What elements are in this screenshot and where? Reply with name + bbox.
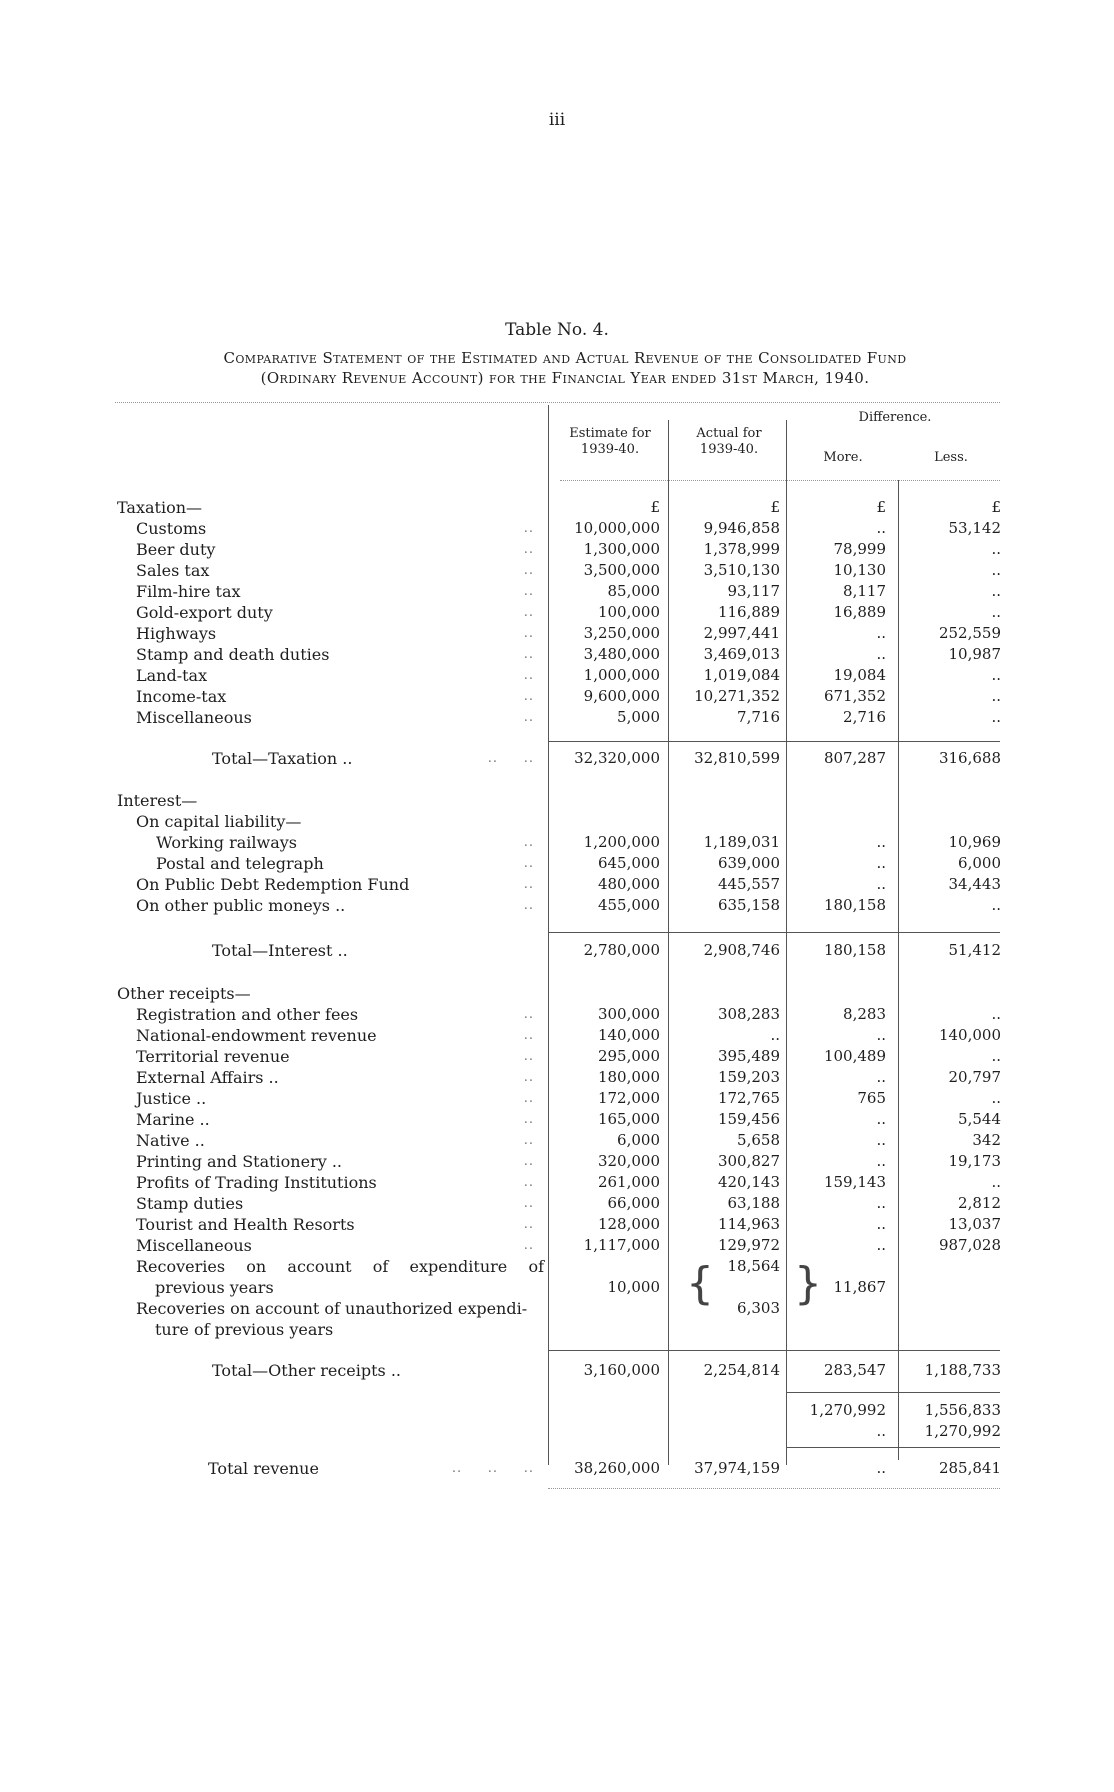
header-bottom-rule — [560, 480, 1000, 481]
pound-sign: £ — [876, 498, 886, 516]
estimate-cell: 6,000 — [617, 1131, 660, 1149]
less-cell: 10,987 — [948, 645, 1001, 663]
caption-line-1: Comparative Statement of the Estimated and Actual Revenue of the Consolidated Fund — [223, 349, 907, 367]
row-label: Highways — [136, 624, 217, 643]
header-difference: Difference. — [858, 410, 932, 425]
dot-leaders: .. — [523, 1154, 534, 1169]
less-cell: .. — [991, 1173, 1001, 1191]
less-cell: 987,028 — [938, 1236, 1001, 1254]
actual-cell: 445,557 — [717, 875, 780, 893]
header-more: More. — [823, 450, 863, 465]
dot-leaders: .. — [523, 668, 534, 683]
actual-cell: 172,765 — [717, 1089, 780, 1107]
table-row — [0, 686, 1114, 707]
total-taxation-more: 807,287 — [823, 749, 886, 767]
row-label: Beer duty — [136, 540, 216, 559]
other-subtotal-rule — [548, 1350, 1000, 1351]
less-cell: 6,000 — [958, 854, 1001, 872]
table-title: Table No. 4. — [505, 320, 609, 340]
recoveries-row-2 — [0, 1277, 1114, 1298]
more-cell: .. — [876, 1110, 886, 1128]
dot-leaders: .. — [523, 1112, 534, 1127]
table-row — [0, 665, 1114, 686]
less-cell: .. — [991, 603, 1001, 621]
dot-leaders: .. — [523, 1007, 534, 1022]
estimate-cell: 85,000 — [607, 582, 660, 600]
estimate-cell: 300,000 — [597, 1005, 660, 1023]
dot-leaders: .. — [523, 1028, 534, 1043]
estimate-cell: 1,200,000 — [583, 833, 660, 851]
total-taxation-actual: 32,810,599 — [694, 749, 780, 767]
more-cell: .. — [876, 833, 886, 851]
estimate-cell: 66,000 — [607, 1194, 660, 1212]
total-taxation-estimate: 32,320,000 — [574, 749, 660, 767]
actual-cell: 2,997,441 — [703, 624, 780, 642]
actual-cell: 129,972 — [717, 1236, 780, 1254]
row-label: Justice .. — [136, 1089, 207, 1108]
dot-leaders: .. — [523, 877, 534, 892]
more-cell: .. — [876, 1152, 886, 1170]
table-row — [0, 895, 1114, 916]
total-taxation-label: Total—Taxation .. — [212, 749, 353, 768]
actual-cell: 1,189,031 — [703, 833, 780, 851]
total-other-actual: 2,254,814 — [703, 1361, 780, 1379]
less-cell: .. — [991, 561, 1001, 579]
table-row — [0, 1004, 1114, 1025]
total-interest-estimate: 2,780,000 — [583, 941, 660, 959]
less-cell: .. — [991, 1047, 1001, 1065]
pound-sign: £ — [991, 498, 1001, 516]
table-row — [0, 1172, 1114, 1193]
less-cell: .. — [991, 896, 1001, 914]
estimate-cell: 455,000 — [597, 896, 660, 914]
more-cell: 19,084 — [833, 666, 886, 684]
more-cell: .. — [876, 1131, 886, 1149]
dot-leaders: .. — [523, 856, 534, 871]
table-row — [0, 1046, 1114, 1067]
total-interest-label: Total—Interest .. — [212, 941, 348, 960]
row-label: Postal and telegraph — [156, 854, 324, 873]
estimate-cell: 140,000 — [597, 1026, 660, 1044]
dot-leaders: .. — [523, 1175, 534, 1190]
estimate-cell: 3,500,000 — [583, 561, 660, 579]
table-row — [0, 1151, 1114, 1172]
subtotal-less: 1,556,833 — [924, 1401, 1001, 1419]
more-cell: 8,283 — [843, 1005, 886, 1023]
actual-cell: 308,283 — [717, 1005, 780, 1023]
dot-leaders: .. .. .. — [451, 1461, 534, 1476]
less-cell: 342 — [972, 1131, 1001, 1149]
table-row — [0, 1025, 1114, 1046]
more-cell: 2,716 — [843, 708, 886, 726]
actual-cell: 159,456 — [717, 1110, 780, 1128]
less-cell: 34,443 — [948, 875, 1001, 893]
row-label: External Affairs .. — [136, 1068, 279, 1087]
estimate-cell: 645,000 — [597, 854, 660, 872]
less-cell: 19,173 — [948, 1152, 1001, 1170]
estimate-cell: 9,600,000 — [583, 687, 660, 705]
row-label: Sales tax — [136, 561, 210, 580]
recoveries-actual-2: 6,303 — [737, 1299, 780, 1317]
header-estimate-label: Estimate for — [569, 426, 651, 441]
recoveries-estimate: 10,000 — [607, 1278, 660, 1296]
row-label: Registration and other fees — [136, 1005, 359, 1024]
row-label: Customs — [136, 519, 207, 538]
table-row — [0, 1067, 1114, 1088]
less-cell: 20,797 — [948, 1068, 1001, 1086]
less-cell: .. — [991, 540, 1001, 558]
less-cell: 140,000 — [938, 1026, 1001, 1044]
total-other-more: 283,547 — [823, 1361, 886, 1379]
estimate-cell: 100,000 — [597, 603, 660, 621]
dot-leaders: .. — [523, 647, 534, 662]
less-cell: .. — [991, 1089, 1001, 1107]
table-row — [0, 1109, 1114, 1130]
estimate-cell: 128,000 — [597, 1215, 660, 1233]
less-cell: 252,559 — [938, 624, 1001, 642]
total-other-label: Total—Other receipts .. — [212, 1361, 402, 1380]
less-cell: .. — [991, 708, 1001, 726]
total-revenue-more: .. — [876, 1459, 886, 1477]
estimate-cell: 165,000 — [597, 1110, 660, 1128]
row-label: Income-tax — [136, 687, 227, 706]
table-row — [0, 1088, 1114, 1109]
row-label: Profits of Trading Institutions — [136, 1173, 377, 1192]
dot-leaders: .. .. — [487, 751, 534, 766]
less-cell: 13,037 — [948, 1215, 1001, 1233]
table-row — [0, 602, 1114, 623]
more-cell: .. — [876, 1068, 886, 1086]
less-cell: .. — [991, 687, 1001, 705]
header-actual-label: Actual for — [696, 426, 762, 441]
header-actual-year: 1939-40. — [699, 442, 759, 457]
more-cell: .. — [876, 519, 886, 537]
total-revenue-estimate: 38,260,000 — [574, 1459, 660, 1477]
section-interest-row — [0, 790, 1114, 811]
dot-leaders: .. — [523, 521, 534, 536]
pound-sign: £ — [650, 498, 660, 516]
subtotal-more-dots: .. — [876, 1422, 886, 1440]
more-cell: 159,143 — [823, 1173, 886, 1191]
actual-cell: 3,510,130 — [703, 561, 780, 579]
table-row — [0, 518, 1114, 539]
table-caption — [115, 348, 1015, 388]
table-row — [0, 874, 1114, 895]
dot-leaders: .. — [523, 563, 534, 578]
recoveries-label-1a: Recoveries on account of expenditure of — [136, 1257, 544, 1276]
table-row — [0, 832, 1114, 853]
dot-leaders: .. — [523, 710, 534, 725]
dot-leaders: .. — [523, 689, 534, 704]
dot-leaders: .. — [523, 1049, 534, 1064]
row-label: Marine .. — [136, 1110, 210, 1129]
actual-cell: 116,889 — [717, 603, 780, 621]
row-label: Film-hire tax — [136, 582, 241, 601]
row-label: Stamp and death duties — [136, 645, 330, 664]
row-label: Land-tax — [136, 666, 208, 685]
row-label: On other public moneys .. — [136, 896, 346, 915]
table-row — [0, 644, 1114, 665]
more-cell: .. — [876, 1215, 886, 1233]
pound-sign: £ — [770, 498, 780, 516]
estimate-cell: 1,000,000 — [583, 666, 660, 684]
recoveries-label-2b: ture of previous years — [155, 1320, 334, 1339]
more-cell: 10,130 — [833, 561, 886, 579]
recoveries-label-2a: Recoveries on account of unauthorized expendi- — [136, 1299, 528, 1318]
dot-leaders: .. — [523, 1091, 534, 1106]
dot-leaders: .. — [523, 1196, 534, 1211]
dot-leaders: .. — [523, 1070, 534, 1085]
table-row — [0, 560, 1114, 581]
table-row — [0, 623, 1114, 644]
more-cell: .. — [876, 645, 886, 663]
estimate-cell: 10,000,000 — [574, 519, 660, 537]
table-row — [0, 539, 1114, 560]
estimate-cell: 180,000 — [597, 1068, 660, 1086]
difference-subtotal-row — [0, 1400, 1114, 1421]
row-label: Working railways — [156, 833, 297, 852]
section-taxation-row — [0, 497, 1114, 518]
table-row — [0, 1193, 1114, 1214]
row-label: Printing and Stationery .. — [136, 1152, 343, 1171]
header-estimate-year: 1939-40. — [580, 442, 640, 457]
table-row — [0, 581, 1114, 602]
dot-leaders: .. — [523, 835, 534, 850]
more-cell: 78,999 — [833, 540, 886, 558]
actual-cell: 63,188 — [727, 1194, 780, 1212]
estimate-cell: 1,117,000 — [583, 1236, 660, 1254]
row-label: Miscellaneous — [136, 1236, 252, 1255]
dot-leaders: .. — [523, 542, 534, 557]
estimate-cell: 261,000 — [597, 1173, 660, 1191]
actual-cell: 10,271,352 — [694, 687, 780, 705]
total-interest-row — [0, 940, 1114, 961]
row-label: National-endowment revenue — [136, 1026, 377, 1045]
actual-cell: 9,946,858 — [703, 519, 780, 537]
actual-cell: 159,203 — [717, 1068, 780, 1086]
estimate-cell: 172,000 — [597, 1089, 660, 1107]
table-row — [0, 853, 1114, 874]
total-interest-more: 180,158 — [823, 941, 886, 959]
less-cell: 10,969 — [948, 833, 1001, 851]
total-other-row — [0, 1360, 1114, 1381]
total-other-less: 1,188,733 — [924, 1361, 1001, 1379]
row-label: Native .. — [136, 1131, 205, 1150]
table-row — [0, 1235, 1114, 1256]
actual-cell: 93,117 — [727, 582, 780, 600]
total-interest-actual: 2,908,746 — [703, 941, 780, 959]
header-top-rule — [115, 402, 1000, 403]
more-cell: 8,117 — [843, 582, 886, 600]
estimate-cell: 3,480,000 — [583, 645, 660, 663]
section-other-row — [0, 983, 1114, 1004]
bottom-rule — [548, 1488, 1000, 1489]
less-cell: 5,544 — [958, 1110, 1001, 1128]
section-capital: On capital liability— — [136, 812, 302, 831]
total-interest-less: 51,412 — [948, 941, 1001, 959]
table-row — [0, 1214, 1114, 1235]
page-number: iii — [548, 110, 566, 130]
less-cell: 2,812 — [958, 1194, 1001, 1212]
right-brace-icon: } — [794, 1258, 822, 1309]
recoveries-row-4 — [0, 1319, 1114, 1340]
dot-leaders: .. — [523, 626, 534, 641]
header-actual — [676, 426, 782, 458]
total-revenue-less: 285,841 — [938, 1459, 1001, 1477]
total-revenue-label: Total revenue — [208, 1459, 319, 1478]
row-label: Tourist and Health Resorts — [136, 1215, 355, 1234]
recoveries-actual-1: 18,564 — [727, 1257, 780, 1275]
recoveries-more: 11,867 — [833, 1278, 886, 1296]
more-cell: .. — [876, 854, 886, 872]
total-other-estimate: 3,160,000 — [583, 1361, 660, 1379]
table-row — [0, 1130, 1114, 1151]
more-cell: .. — [876, 1026, 886, 1044]
dot-leaders: .. — [523, 605, 534, 620]
more-cell: 100,489 — [823, 1047, 886, 1065]
difference-rule — [786, 1392, 1000, 1393]
dot-leaders: .. — [523, 1238, 534, 1253]
actual-cell: 420,143 — [717, 1173, 780, 1191]
row-label: Territorial revenue — [136, 1047, 290, 1066]
dot-leaders: .. — [523, 1133, 534, 1148]
subtotal-less-offset: 1,270,992 — [924, 1422, 1001, 1440]
dot-leaders: .. — [523, 1217, 534, 1232]
taxation-subtotal-rule — [548, 741, 1000, 742]
left-brace-icon: { — [686, 1258, 714, 1309]
total-revenue-actual: 37,974,159 — [694, 1459, 780, 1477]
more-cell: 765 — [857, 1089, 886, 1107]
row-label: Miscellaneous — [136, 708, 252, 727]
header-estimate — [556, 426, 664, 458]
less-cell: .. — [991, 582, 1001, 600]
estimate-cell: 1,300,000 — [583, 540, 660, 558]
estimate-cell: 295,000 — [597, 1047, 660, 1065]
actual-cell: 5,658 — [737, 1131, 780, 1149]
actual-cell: 7,716 — [737, 708, 780, 726]
more-cell: .. — [876, 875, 886, 893]
more-cell: 16,889 — [833, 603, 886, 621]
recoveries-label-1b: previous years — [155, 1278, 274, 1297]
section-capital-row — [0, 811, 1114, 832]
dot-leaders: .. — [523, 898, 534, 913]
dot-leaders: .. — [523, 584, 534, 599]
section-other: Other receipts— — [117, 984, 251, 1003]
less-cell: .. — [991, 1005, 1001, 1023]
estimate-cell: 3,250,000 — [583, 624, 660, 642]
caption-line-2: (Ordinary Revenue Account) for the Financial Year ended 31st March, 1940. — [260, 369, 870, 387]
section-interest: Interest— — [117, 791, 198, 810]
table-row — [0, 707, 1114, 728]
estimate-cell: 320,000 — [597, 1152, 660, 1170]
more-cell: .. — [876, 1194, 886, 1212]
row-label: Stamp duties — [136, 1194, 244, 1213]
total-taxation-row — [0, 748, 1114, 769]
section-taxation: Taxation— — [117, 498, 203, 517]
actual-cell: 3,469,013 — [703, 645, 780, 663]
offset-rule — [786, 1447, 1000, 1448]
more-cell: 180,158 — [823, 896, 886, 914]
actual-cell: 635,158 — [717, 896, 780, 914]
total-revenue-row — [0, 1458, 1114, 1479]
actual-cell: 395,489 — [717, 1047, 780, 1065]
actual-cell: 1,019,084 — [703, 666, 780, 684]
subtotal-more: 1,270,992 — [809, 1401, 886, 1419]
estimate-cell: 480,000 — [597, 875, 660, 893]
more-cell: 671,352 — [823, 687, 886, 705]
difference-offset-row — [0, 1421, 1114, 1442]
actual-cell: 114,963 — [717, 1215, 780, 1233]
actual-cell: .. — [770, 1026, 780, 1044]
header-less: Less. — [934, 450, 968, 465]
row-label: On Public Debt Redemption Fund — [136, 875, 410, 894]
less-cell: .. — [991, 666, 1001, 684]
less-cell: 53,142 — [948, 519, 1001, 537]
actual-cell: 1,378,999 — [703, 540, 780, 558]
interest-subtotal-rule — [548, 932, 1000, 933]
recoveries-row-1 — [0, 1256, 1114, 1277]
actual-cell: 639,000 — [717, 854, 780, 872]
estimate-cell: 5,000 — [617, 708, 660, 726]
more-cell: .. — [876, 1236, 886, 1254]
recoveries-row-3 — [0, 1298, 1114, 1319]
total-taxation-less: 316,688 — [938, 749, 1001, 767]
actual-cell: 300,827 — [717, 1152, 780, 1170]
more-cell: .. — [876, 624, 886, 642]
row-label: Gold-export duty — [136, 603, 273, 622]
